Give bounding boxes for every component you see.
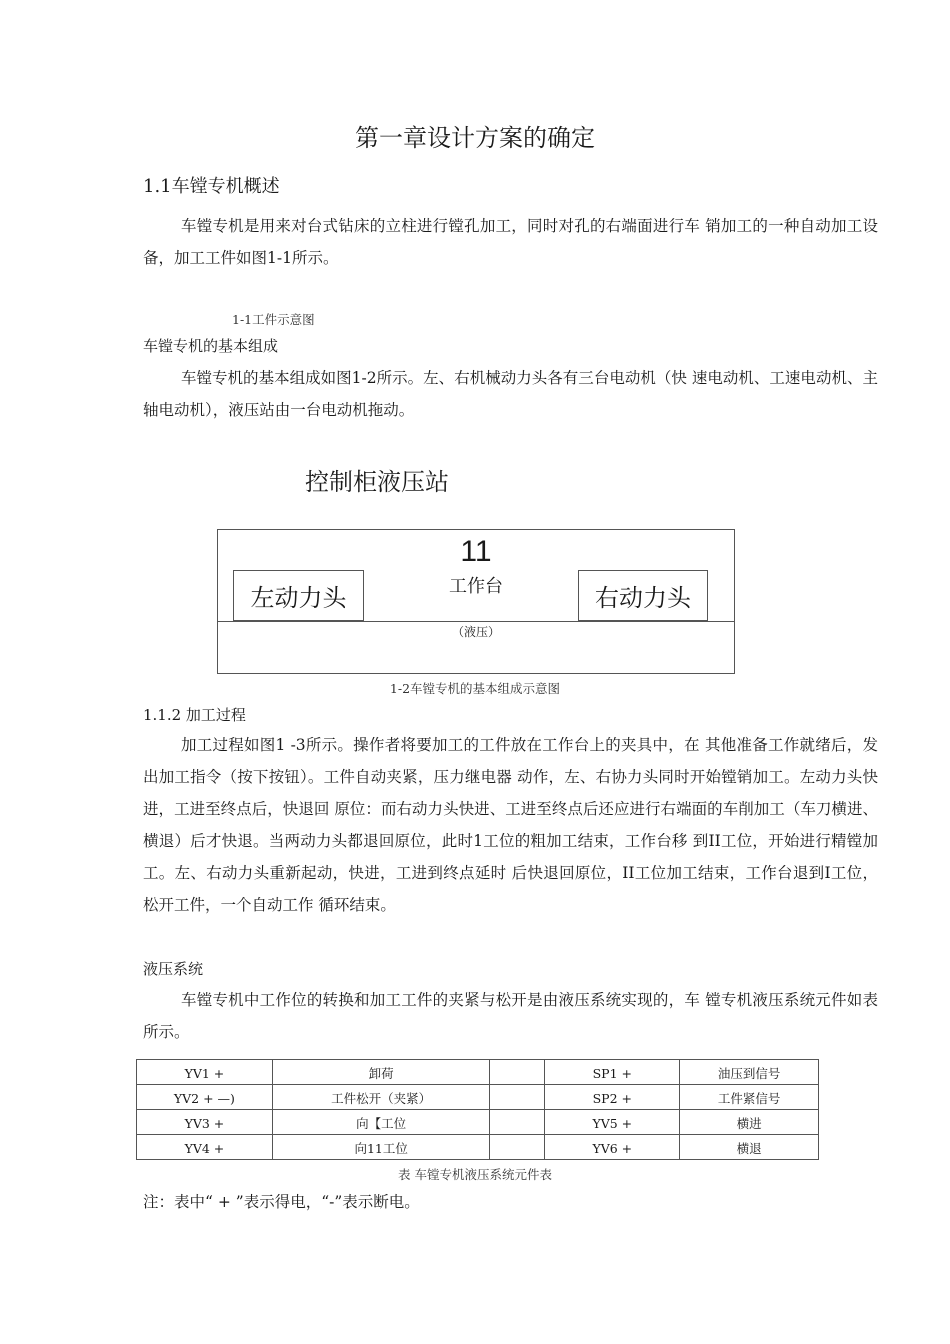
figure-1-2-caption: 1-2车镗专机的基本组成示意图 bbox=[389, 681, 561, 696]
basic-composition-heading: 车镗专机的基本组成 bbox=[143, 337, 279, 355]
table-cell: 卸荷 bbox=[272, 1060, 490, 1085]
hydraulic-heading: 液压系统 bbox=[143, 960, 204, 978]
diagram-number: 11 bbox=[460, 535, 492, 568]
table-cell: YV1 + bbox=[137, 1060, 273, 1085]
table-cell: 横进 bbox=[680, 1110, 819, 1135]
table-caption: 表 车镗专机液压系统元件表 bbox=[398, 1167, 552, 1182]
diagram-divider bbox=[218, 621, 734, 622]
page-title: 第一章设计方案的确定 bbox=[355, 124, 595, 152]
table-cell bbox=[490, 1085, 545, 1110]
table-cell: 横退 bbox=[680, 1135, 819, 1160]
diagram-top-label: 控制柜液压站 bbox=[305, 468, 449, 496]
section-heading-1-1: 1.1车镗专机概述 bbox=[143, 176, 280, 197]
process-paragraph: 加工过程如图1 -3所示。操作者将要加工的工件放在工作台上的夹具中，在 其他准备工作就绪后，发出加工指令（按下按钮）。工件自动夹紧，压力继电器 动作，左、右协力头同时开始镗销加工。左动力头快进，工进至终点后，快退回 原位：而右动力头快进、工进至终点后还应进行右端面的车削加工（车刀横进、 横退）后才快退。当两动力头都退回原位，此时1工位的粗加工结束，工作台移 到II工位，开始进行精镗加工。左、右动力头重新起动，快进，工进到终点延时 后快退回原位，II工位加工结束，工作台退到I工位，松开工件，一个自动工作 循环结束。 bbox=[143, 736, 878, 914]
table-cell: YV5 + bbox=[545, 1110, 680, 1135]
right-power-head-box: 右动力头 bbox=[578, 570, 708, 621]
table-cell: 油压到信号 bbox=[680, 1060, 819, 1085]
table-row bbox=[137, 1135, 819, 1160]
table-cell: 工件松开（夹紧） bbox=[272, 1085, 490, 1110]
hydraulic-label: （液压） bbox=[451, 625, 500, 639]
left-power-head-box: 左动力头 bbox=[233, 570, 364, 621]
table-cell bbox=[490, 1135, 545, 1160]
basic-composition-paragraph: 车镗专机的基本组成如图1-2所示。左、右机械动力头各有三台电动机（快 速电动机、工速电动机、主轴电动机），液压站由一台电动机拖动。 bbox=[143, 369, 878, 419]
table-cell: 向11工位 bbox=[272, 1135, 490, 1160]
machine-diagram bbox=[217, 529, 735, 674]
table-cell: YV4 + bbox=[137, 1135, 273, 1160]
table-cell: YV6 + bbox=[545, 1135, 680, 1160]
table-row bbox=[137, 1085, 819, 1110]
overview-paragraph: 车镗专机是用来对台式钻床的立柱进行镗孔加工，同时对孔的右端面进行车 销加工的一种自动加工设备，加工工件如图1-1所示。 bbox=[143, 217, 878, 267]
table-cell: 向【工位 bbox=[272, 1110, 490, 1135]
table-cell: SP1 + bbox=[545, 1060, 680, 1085]
table-cell bbox=[490, 1110, 545, 1135]
table-cell: 工件紧信号 bbox=[680, 1085, 819, 1110]
section-heading-1-1-2: 1.1.2 加工过程 bbox=[143, 706, 246, 724]
table-cell bbox=[490, 1060, 545, 1085]
table-row bbox=[137, 1060, 819, 1085]
worktable-label: 工作台 bbox=[449, 576, 503, 597]
table-cell: SP2 + bbox=[545, 1085, 680, 1110]
table-row bbox=[137, 1110, 819, 1135]
figure-1-1-caption: 1-1工件示意图 bbox=[232, 312, 315, 327]
table-cell: YV3 + bbox=[137, 1110, 273, 1135]
hydraulic-paragraph: 车镗专机中工作位的转换和加工工件的夹紧与松开是由液压系统实现的，车 镗专机液压系统元件如表所示。 bbox=[143, 991, 878, 1041]
table-cell: YV2 + —) bbox=[137, 1085, 273, 1110]
note-text: 注：表中“ + ”表示得电，“-”表示断电。 bbox=[143, 1193, 420, 1211]
hydraulic-components-table bbox=[136, 1059, 819, 1160]
